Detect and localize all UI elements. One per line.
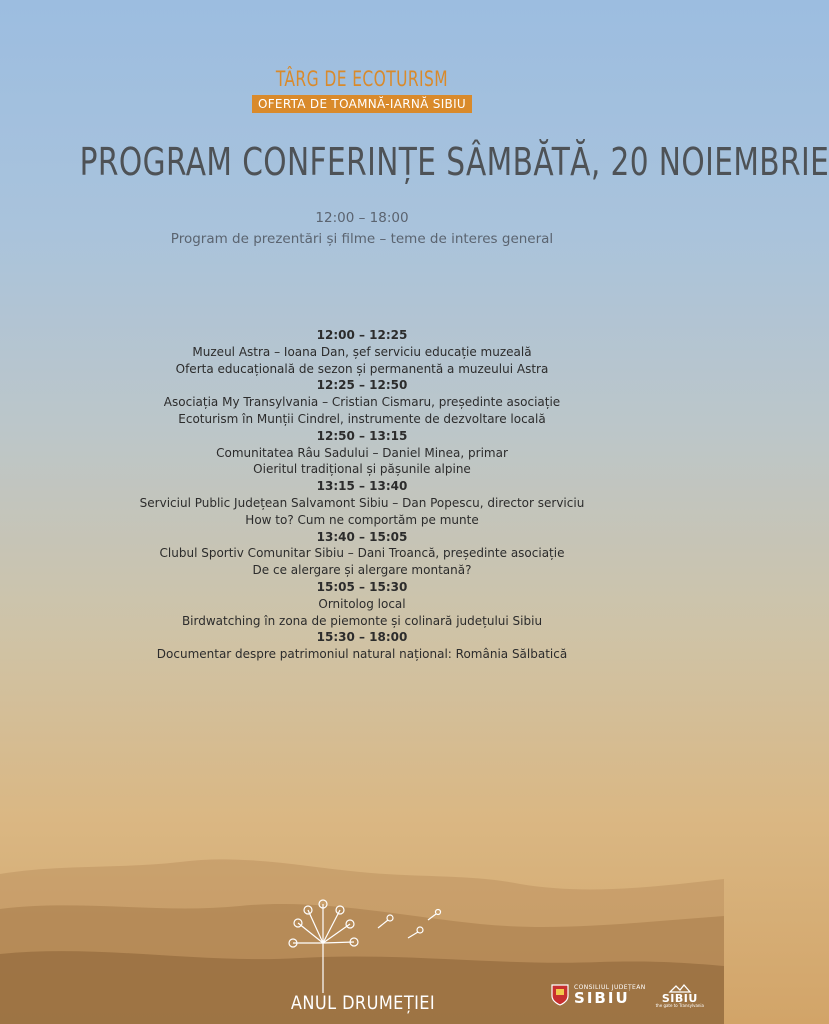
mountain-logo-icon	[669, 983, 691, 993]
schedule-item	[0, 579, 724, 629]
schedule-item	[0, 478, 724, 528]
sibiu-tourism-logo	[656, 983, 704, 1008]
schedule-time: 15:30 – 18:00	[316, 630, 408, 645]
schedule-topic: Oieritul tradițional și pășunile alpine	[253, 462, 471, 477]
page-title: PROGRAM CONFERINȚE SÂMBĂTĂ, 20 NOIEMBRIE	[79, 140, 829, 184]
partner2-tag: the gate to Transylvania	[655, 1002, 704, 1008]
schedule-topic: De ce alergare și alergare montană?	[252, 563, 472, 578]
schedule-item	[0, 629, 724, 663]
schedule-item	[0, 327, 724, 377]
schedule-speaker: Serviciul Public Județean Salvamont Sibiu – Dan Popescu, director serviciu	[139, 495, 585, 510]
schedule-time: 13:15 – 13:40	[316, 479, 408, 494]
intro-description: Program de prezentări și filme – teme de interes general	[170, 231, 554, 247]
schedule-speaker: Asociația My Transylvania – Cristian Cismaru, președinte asociație	[163, 395, 561, 410]
partner2-name: SIBIU	[661, 991, 698, 1005]
schedule-time: 12:00 – 12:25	[316, 328, 408, 342]
schedule-speaker: Muzeul Astra – Ioana Dan, șef serviciu educație muzeală	[192, 344, 532, 359]
schedule-item	[0, 529, 724, 579]
partner-logos	[550, 975, 704, 1015]
schedule-topic: Oferta educațională de sezon și permanentă a muzeului Astra	[175, 361, 549, 376]
anul-drumetiei-logo	[278, 898, 448, 1018]
brand-logo	[0, 66, 724, 113]
schedule-time: 12:50 – 13:15	[316, 428, 408, 443]
schedule-item	[0, 377, 724, 427]
logo-text: ANUL DRUMEȚIEI	[290, 992, 436, 1014]
schedule-list	[0, 327, 724, 663]
partner1-small: CONSILIUL JUDEȚEAN	[574, 983, 646, 991]
schedule-time: 15:05 – 15:30	[316, 579, 408, 594]
dandelion-icon	[278, 898, 448, 993]
schedule-time: 13:40 – 15:05	[316, 529, 408, 544]
intro-time: 12:00 – 18:00	[315, 210, 409, 226]
schedule-item	[0, 428, 724, 478]
schedule-speaker: Comunitatea Râu Sadului – Daniel Minea, primar	[216, 445, 508, 460]
schedule-topic: Birdwatching în zona de piemonte și colinară județului Sibiu	[181, 613, 543, 628]
schedule-speaker: Clubul Sportiv Comunitar Sibiu – Dani Troancă, președinte asociație	[159, 546, 565, 561]
schedule-speaker: Documentar despre patrimoniul natural național: România Sălbatică	[156, 647, 568, 662]
brand-title: TÂRG DE ECOTURISM	[275, 67, 449, 91]
schedule-time: 12:25 – 12:50	[316, 378, 408, 393]
intro-block	[0, 208, 724, 250]
schedule-speaker: Ornitolog local	[318, 596, 406, 611]
consiliul-judetean-logo	[550, 983, 646, 1007]
brand-subtitle: OFERTA DE TOAMNĂ-IARNĂ SIBIU	[252, 95, 472, 113]
coat-of-arms-icon	[550, 983, 570, 1007]
schedule-topic: How to? Cum ne comportăm pe munte	[245, 512, 479, 527]
schedule-topic: Ecoturism în Munții Cindrel, instrumente de dezvoltare locală	[178, 411, 546, 426]
partner1-name: SIBIU	[574, 988, 630, 1007]
